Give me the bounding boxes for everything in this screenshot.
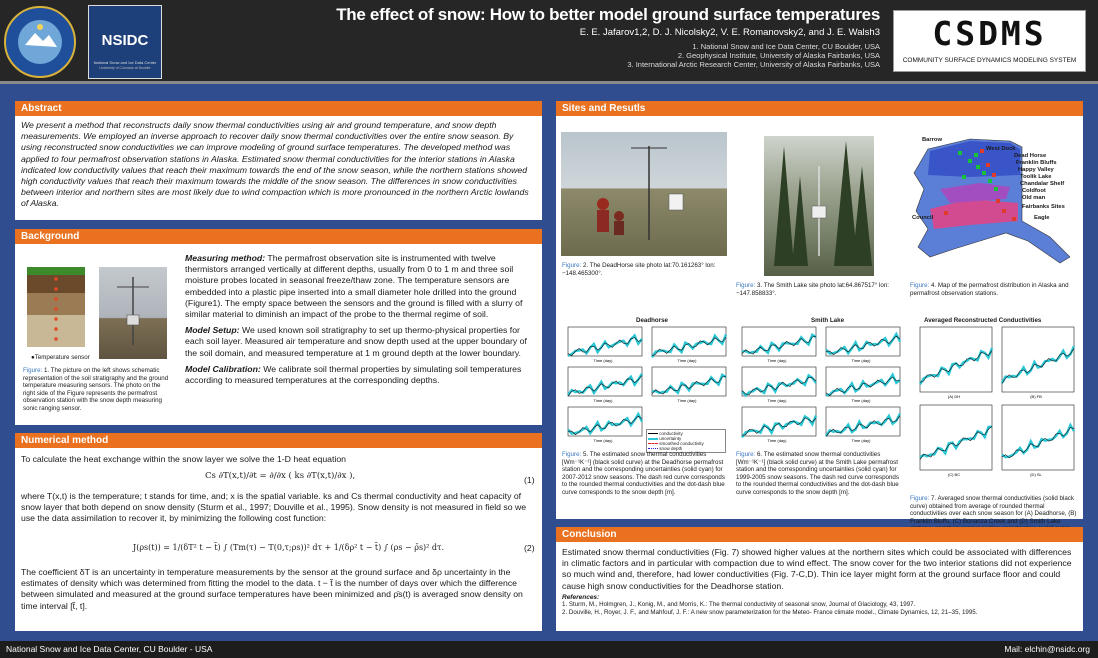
smith-lake-plots xyxy=(736,325,904,445)
csdms-logo-sub: COMMUNITY SURFACE DYNAMICS MODELING SYSTEM xyxy=(902,57,1077,64)
svg-text:Time (day): Time (day) xyxy=(767,438,787,443)
svg-text:Time (day): Time (day) xyxy=(593,438,613,443)
legend-conductivity: conductivity xyxy=(648,431,724,436)
authors-line xyxy=(400,27,880,38)
figure-2-caption-text: 2. The DeadHorse site photo lat:70.161263° lon:−148.465300°. xyxy=(562,262,716,277)
references-title: References: xyxy=(562,593,600,601)
background-text xyxy=(185,253,537,386)
deadhorse-plots-title: Deadhorse xyxy=(636,317,668,324)
footer-mail: Mail: elchin@nsidc.org xyxy=(1004,644,1090,654)
csdms-logo-text: CSDMS xyxy=(932,14,1047,53)
averaged-plot-4 xyxy=(996,403,1076,477)
alaska-permafrost-map xyxy=(910,129,1078,277)
figure-2-caption xyxy=(562,262,728,277)
soil-stratigraphy-illustration xyxy=(27,267,85,347)
map-label-franklin-bluffs: Franklin Bluffs xyxy=(1016,160,1057,166)
legend-snow-depth: snow depth xyxy=(648,446,724,451)
smith-lake-plot-3 xyxy=(736,365,818,403)
figure-1-caption-text: 1. The picture on the left shows schematic representation of the soil stratigraphy and the ground temperature measuring sensors. The photo on the right side of the Figure represents the permafrost observation station with the snow depth measuring sonic ranging sensor. xyxy=(23,367,169,412)
smith-lake-site-photo xyxy=(764,136,874,276)
deadhorse-legend xyxy=(646,429,726,453)
map-label-barrow: Barrow xyxy=(922,137,942,143)
reference-1: 1. Sturm, M., Holmgren, J., Konig, M., and Morris, K.: The thermal conductivity of seasonal snow, Journal of Glaciology, 43, 1997. xyxy=(562,601,916,609)
map-label-chandalar-shelf: Chandalar Shelf xyxy=(1020,181,1065,187)
svg-text:Time (day): Time (day) xyxy=(851,438,871,443)
poster-header xyxy=(0,0,1098,84)
deadhorse-plot-5 xyxy=(562,405,644,443)
svg-text:Time (day): Time (day) xyxy=(677,398,697,403)
abstract-text: We present a method that reconstructs daily snow thermal conductivities using air and ground temperature, and snow depth measurements. We employed an inverse approach to recover daily snow thermal conductivities over the entire snow season. By using reconstructed snow conductivities we can improve modeling of ground surface temperatures. The developed method was applied to four permafrost observation stations in Alaska. Estimated snow thermal conductivities for the interior stations in Alaska indicated low conductivity values that reach their maximum towards the end of the snow season, while the northern stations showed high conductivity values that reach their maximum towards the middle of the snow season. The differences in snow conductivities between interior and northern sites are most likely due to wind compaction which is more pronounced in the northern Arctic lowlands of Alaska. xyxy=(21,120,529,209)
smith-lake-plot-5 xyxy=(736,405,818,443)
map-label-fairbanks-sites: Fairbanks Sites xyxy=(1022,204,1065,210)
abstract-panel xyxy=(15,101,542,220)
map-label-west-dock: West Dock xyxy=(986,146,1016,152)
map-label-old-man: Old man xyxy=(1022,195,1046,201)
map-label-happy-valley: Happy Valley xyxy=(1018,167,1054,173)
figure-7-caption-text: 7. Averaged snow thermal conductivities (solid black curve) obtained from average of rounded thermal conductivities over each snow season for (A) Deadhorse, (B) Franklin Bluffs, (C) Bonanza Creek and (D) Smith Lake xyxy=(910,495,1077,525)
map-label-toolik-lake: Toolik Lake xyxy=(1020,174,1052,180)
background-panel xyxy=(15,229,542,425)
svg-text:Time (day): Time (day) xyxy=(851,398,871,403)
figure-1-caption xyxy=(23,367,173,412)
figure-1-label: Figure: xyxy=(23,367,43,374)
figure-6-label: Figure: xyxy=(736,451,756,458)
svg-text:Time (day): Time (day) xyxy=(593,358,613,363)
deadhorse-plot-4 xyxy=(646,365,728,403)
nsidc-logo-sub: National Snow and Ice Data Center xyxy=(93,60,157,65)
svg-text:(A) DH: (A) DH xyxy=(947,394,961,399)
equation-1-number: (1) xyxy=(524,475,535,485)
averaged-plot-2 xyxy=(996,325,1076,399)
deadhorse-plot-2 xyxy=(646,325,728,363)
measuring-method-paragraph xyxy=(185,253,537,320)
figure-6-caption xyxy=(736,451,901,496)
model-setup-title: Model Setup: xyxy=(185,325,240,336)
affiliation-1: 1. National Snow and Ice Data Center, CU Boulder, USA xyxy=(692,42,880,51)
svg-text:(D) SL: (D) SL xyxy=(1030,472,1042,477)
poster-title: The effect of snow: How to better model ground surface temperatures xyxy=(336,5,880,24)
figure-5-label: Figure: xyxy=(562,451,582,458)
poster-footer xyxy=(0,641,1098,658)
abstract-heading: Abstract xyxy=(15,101,542,116)
figure-4-caption xyxy=(910,282,1078,297)
authors: E. E. Jafarov1,2, D. J. Nicolsky2, V. E. Romanovsky2, and J. E. Walsh3 xyxy=(579,27,880,38)
deadhorse-site-photo xyxy=(561,132,727,256)
figure-4-caption-text: 4. Map of the permafrost distribution in Alaska and permafrost observation stations. xyxy=(910,282,1069,297)
measuring-method-text: The permafrost observation site is instrumented with twelve thermistors arranged vertically at different depths, usually from 0 to 1 m and three soil moisture probes located in seasonal freeze/thaw zone. The temperature sensors are embedded into a plastic pipe inserted into a small diameter hole drilled into the ground (Figure1). The empty space between the sensors and the ground is filled with a slurry of similar material to diminish an impact of the probe to the thermal regime of soil. xyxy=(185,253,523,320)
equation-1: Cs ∂T(x,t)/∂t = ∂/∂x ( ks ∂T(x,t)/∂x ), xyxy=(205,471,356,481)
svg-text:Time (day): Time (day) xyxy=(593,398,613,403)
nsidc-logo-sub2: University of Colorado at Boulder xyxy=(99,66,151,70)
numerical-paragraph-2: where T(x,t) is the temperature; t stands for time, and; x is the spatial variable. ks and Cs thermal conductivity and heat capacity of snow layer that both depend on snow density (Sturm et al., 1997; Douville et al., 1995). Snow density is not measured in field so we use the data assimilation to recover it, by minimizing the following cost function: xyxy=(21,491,527,524)
numerical-method-heading: Numerical method xyxy=(15,433,542,448)
map-label-dead-horse: Dead Horse xyxy=(1014,153,1047,159)
figure-3-caption-text: 3. The Smith Lake site photo lat:64.867517° lon:−147.858833°. xyxy=(736,282,890,297)
observation-station-photo xyxy=(99,267,167,359)
model-setup-paragraph xyxy=(185,325,537,359)
svg-text:Time (day): Time (day) xyxy=(851,358,871,363)
map-label-eagle: Eagle xyxy=(1034,215,1050,221)
equation-2: J(ρs(t)) = 1/(δT² t − t̃) ∫ (Tm(τ) − T(0,τ;ρs))² dτ + 1/(δρ² t − t̃) ∫ (ρs − ρ̄s)² dτ. xyxy=(133,543,445,552)
deadhorse-plot-3 xyxy=(562,365,644,403)
legend-smoothed-conductivity: smoothed conductivity xyxy=(648,441,724,446)
svg-text:Time (day): Time (day) xyxy=(677,358,697,363)
averaged-plot-1 xyxy=(914,325,994,399)
figure-5-caption-text: 5. The estimated snow thermal conductivities [Wm⁻¹K⁻¹] (black solid curve) at the Deadhorse permafrost station and the corresponding uncertainties (solid cyan) for 2007-2012 snow seasons. The dash red curve corresponds to the rounded thermal conductivities and the dot-dash blue curve corresponds to the snow depth [m]. xyxy=(562,451,725,496)
figure-7-label: Figure: xyxy=(910,495,930,502)
measuring-method-title: Measuring method: xyxy=(185,253,266,263)
map-label-council: Council xyxy=(912,215,934,221)
model-setup-text: We used known soil stratigraphy to set up thermo-physical properties for each soil layer. Measured air temperature and snow depth used at the upper boundary of the soil domain, and measured temperature at 1 m ground depth at the lower boundary. xyxy=(185,325,527,358)
svg-text:(B) FB: (B) FB xyxy=(1030,394,1042,399)
svg-text:Time (day): Time (day) xyxy=(767,398,787,403)
sites-results-panel xyxy=(556,101,1083,525)
smith-lake-plot-6 xyxy=(820,405,902,443)
figure-2-label: Figure: xyxy=(562,262,582,269)
csdms-logo xyxy=(893,10,1086,72)
conclusion-panel xyxy=(556,527,1083,631)
numerical-paragraph-3: The coefficient δT is an uncertainty in temperature measurements by the sensor at the ground surface and δρ uncertainty in the estimates of density which was determined from fitting the model to the data. t − t̃ is the number of days over which the difference between simulated and measured at the ground surface temperatures have been minimized and ρ̄s(t) is averaged snow density on time interval [t̃, t]. xyxy=(21,567,523,611)
smith-lake-plot-4 xyxy=(820,365,902,403)
smith-lake-plot-2 xyxy=(820,325,902,363)
sites-results-heading: Sites and Resutls xyxy=(556,101,1083,116)
smith-lake-plot-1 xyxy=(736,325,818,363)
affiliations xyxy=(500,42,880,69)
deadhorse-plots xyxy=(562,325,730,445)
reference-2: 2. Douville, H., Royer, J. F., and Mahfouf, J. F.: A new snow parameterization for the Meteo- France climate model., Climate Dynamics, 12, 21–35, 1995. xyxy=(562,608,978,616)
figure-5-caption xyxy=(562,451,727,496)
conclusion-text: Estimated snow thermal conductivities (Fig. 7) showed higher values at the northern sites which could be associated with differences in climatic factors and in particular with compaction due to wind effect. The snow cover for the two interior stations did not experience so much wind and, therefore, had lower conductivities (Fig. 7-C,D). Thin ice layer might form at the ground surface floor and could cause high snow conductivities for the Deadhorse station. xyxy=(562,547,1072,591)
smith-lake-plots-title: Smith Lake xyxy=(811,317,845,324)
model-calibration-title: Model Calibration: xyxy=(185,363,261,374)
averaged-plots xyxy=(914,325,1078,485)
geophysical-institute-logo xyxy=(3,5,77,79)
svg-text:Time (day): Time (day) xyxy=(767,358,787,363)
nsidc-logo xyxy=(88,5,162,79)
svg-text:(C) BC: (C) BC xyxy=(947,472,961,477)
legend-uncertainty: uncertainty xyxy=(648,436,724,441)
conclusion-heading: Conclusion xyxy=(556,527,1083,542)
model-calibration-paragraph xyxy=(185,364,537,386)
affiliation-2: 2. Geophysical Institute, University of Alaska Fairbanks, USA xyxy=(677,51,880,60)
nsidc-logo-text: NSIDC xyxy=(101,32,149,49)
figure-3-caption xyxy=(736,282,896,297)
background-heading: Background xyxy=(15,229,542,244)
figure-6-caption-text: 6. The estimated snow thermal conductivities [Wm⁻¹K⁻¹] (black solid curve) at the Smith Lake permafrost station and the corresponding uncertainties (solid cyan) for 1999-2005 snow seasons. The dash red curve corresponds to the rounded thermal conductivities and the dot-dash blue curve corresponds to the snow depth [m]. xyxy=(736,451,899,496)
temperature-sensor-label: ●Temperature sensor xyxy=(31,354,90,361)
footer-organization: National Snow and Ice Data Center, CU Boulder - USA xyxy=(6,644,213,654)
averaged-plot-3 xyxy=(914,403,994,477)
map-label-coldfoot: Coldfoot xyxy=(1022,188,1046,194)
deadhorse-plot-1 xyxy=(562,325,644,363)
figure-4-label: Figure: xyxy=(910,282,930,289)
figure-3-label: Figure: xyxy=(736,282,756,289)
equation-2-number: (2) xyxy=(524,543,535,553)
model-calibration-text: We calibrate soil thermal properties by simulating soil temperatures according to measured temperatures at the corresponding depths. xyxy=(185,363,522,386)
averaged-plots-title: Averaged Reconstructed Conductivities xyxy=(924,317,1042,324)
affiliation-3: 3. International Arctic Research Center, University of Alaska Fairbanks, USA xyxy=(627,60,880,69)
numerical-method-panel xyxy=(15,433,542,631)
numerical-intro: To calculate the heat exchange within the snow layer we solve the 1-D heat equation xyxy=(21,454,347,464)
